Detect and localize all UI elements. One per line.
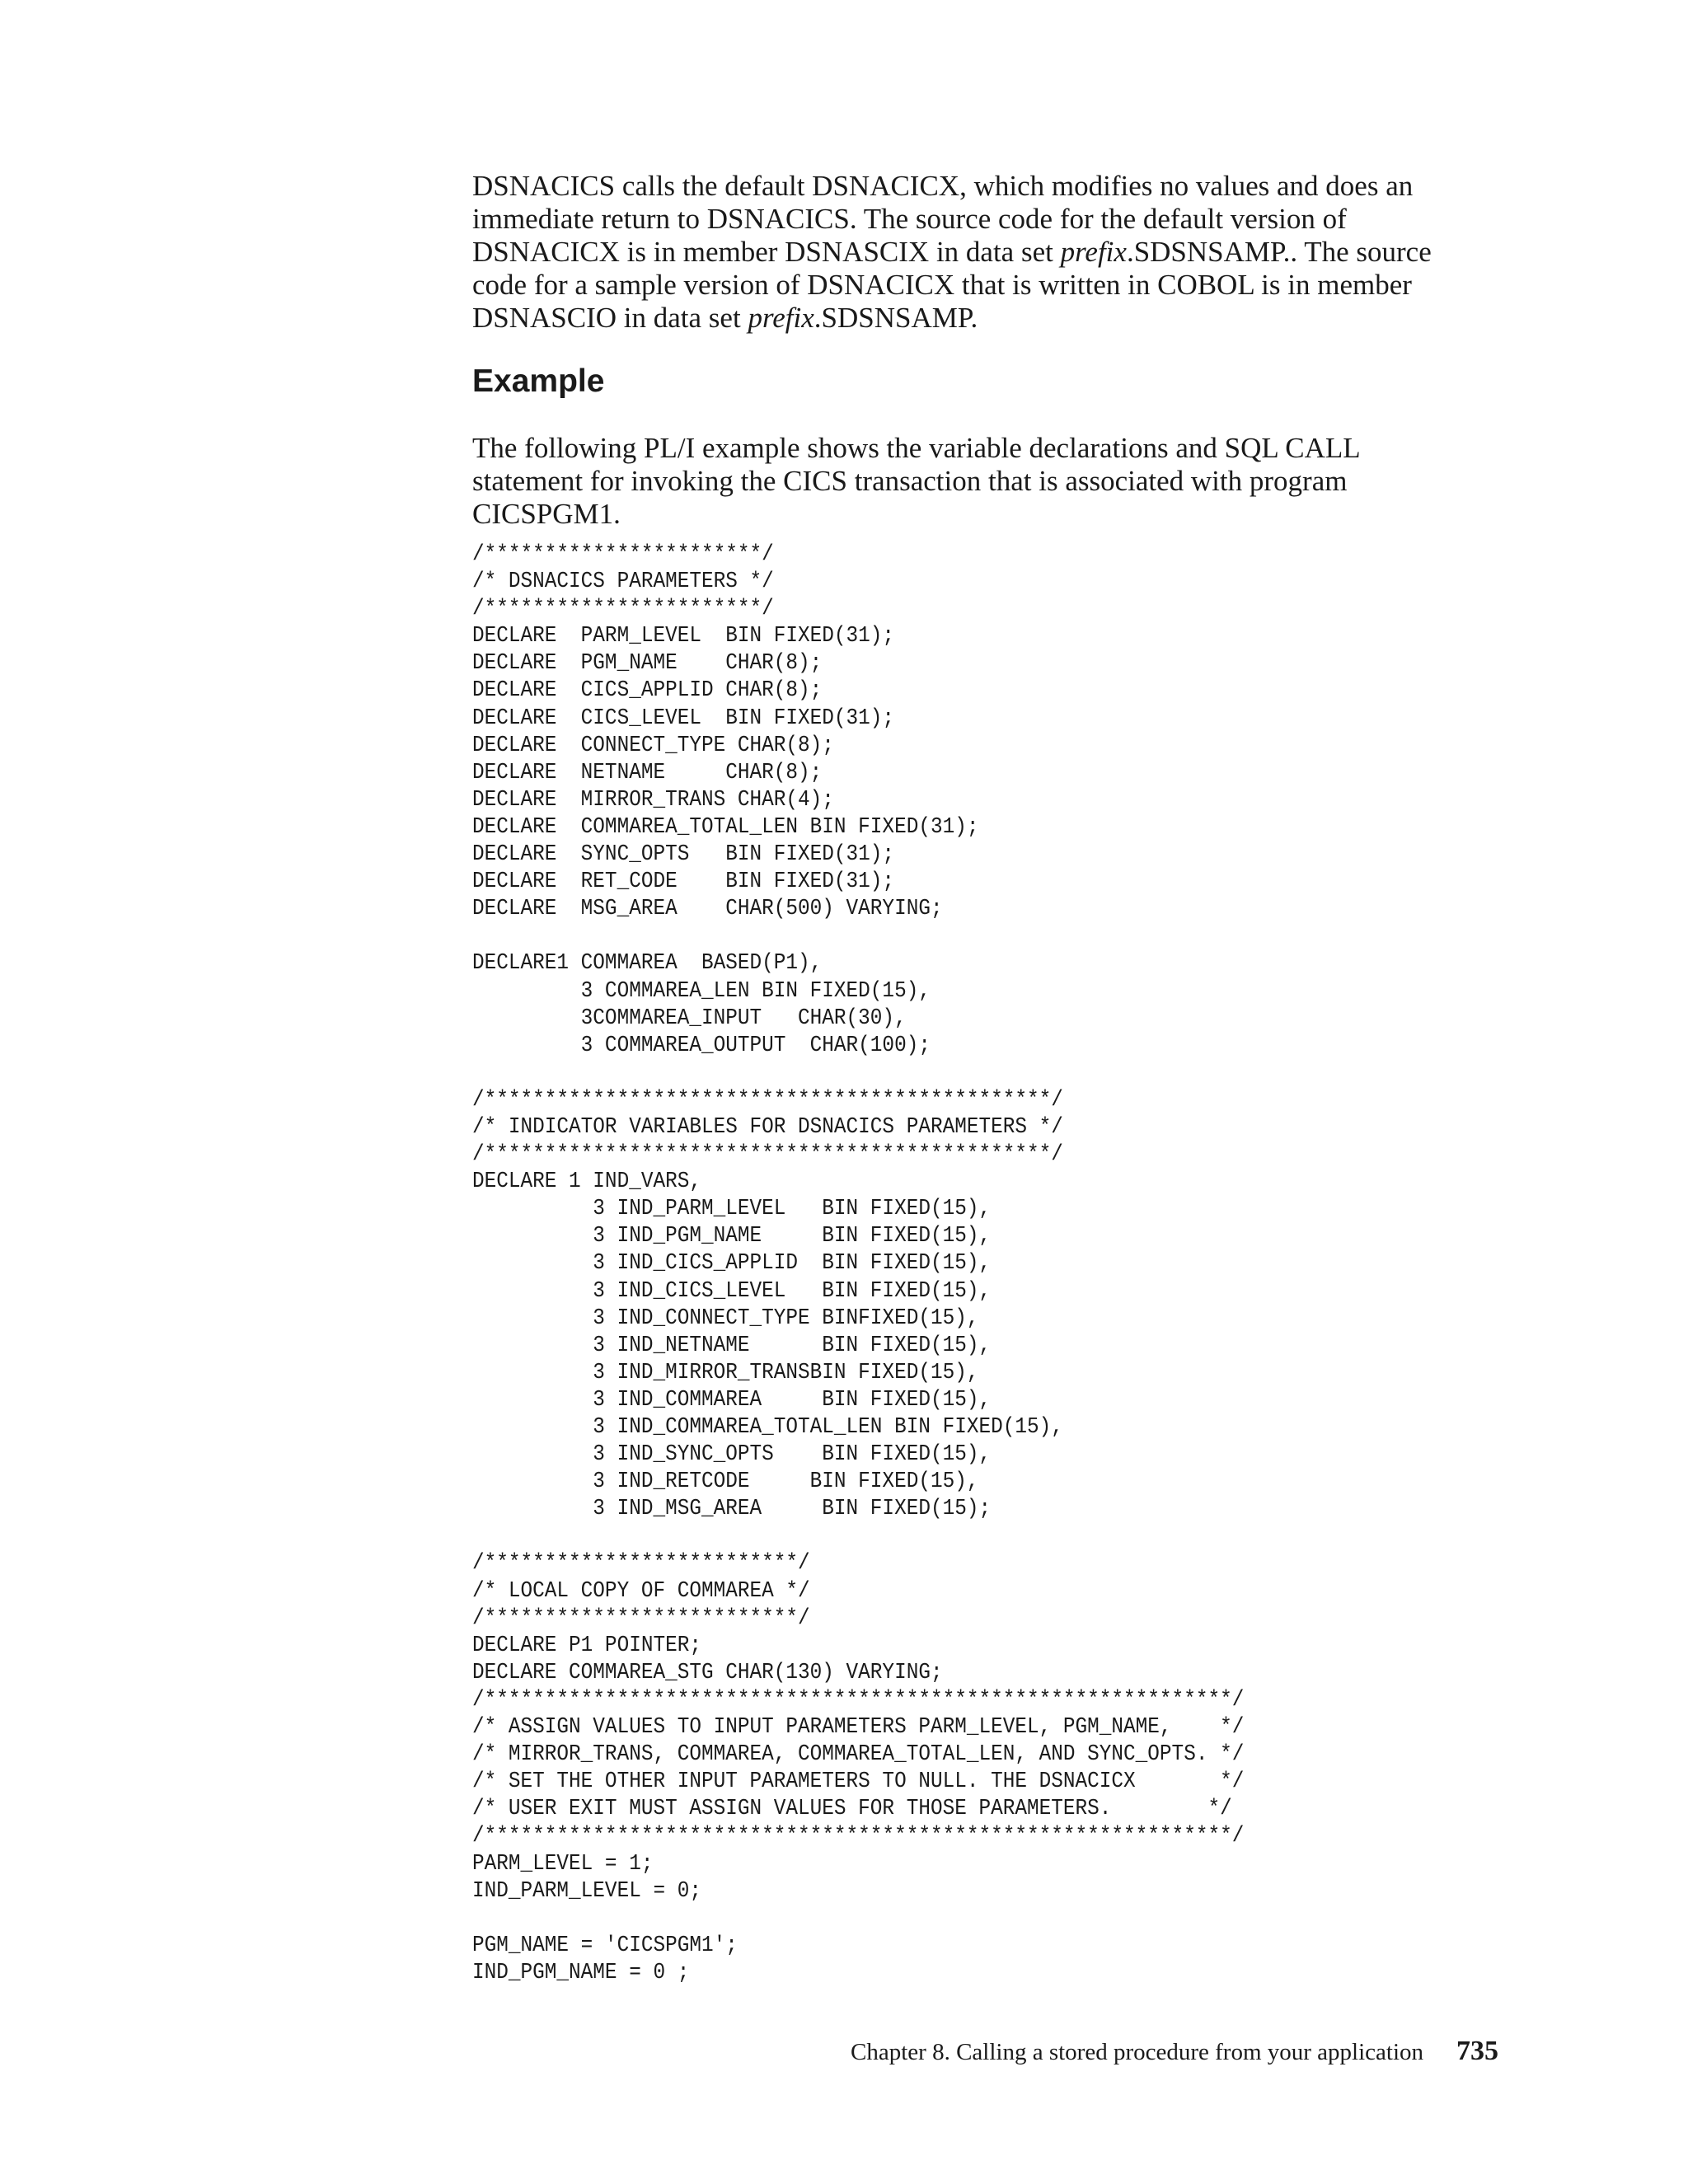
intro-paragraph xyxy=(472,170,1494,335)
intro-text-2: .SDSNSAMP.. The source code for a sample version of DSNACICX that is written in COBOL is in member DSNASCIO in data set xyxy=(472,236,1432,334)
page-number: 735 xyxy=(1456,2036,1498,2066)
code-listing: /***********************/ /* DSNACICS PARAMETERS */ /***********************/ DECLARE PARM_LEVEL BIN FIXED(31); DECLARE PGM_NAME CHAR(8); DECLARE CICS_APPLID CHAR(8); DECLARE CICS_LEVEL BIN FIXED(31); DECLARE CONNECT_TYPE CHAR(8); DECLARE NETNAME CHAR(8); DECLARE MIRROR_TRANS CHAR(4); DECLARE COMMAREA_TOTAL_LEN BIN FIXED(31); DECLARE SYNC_OPTS BIN FIXED(31); DECLARE RET_CODE BIN FIXED(31); DECLARE MSG_AREA CHAR(500) VARYING; DECLARE1 COMMAREA BASED(P1), 3 COMMAREA_LEN BIN FIXED(15), 3COMMAREA_INPUT CHAR(30), 3 COMMAREA_OUTPUT CHAR(100); /***********************************************/ /* INDICATOR VARIABLES FOR DSNACICS PARAMETERS */ /***********************************************/ DECLARE 1 IND_VARS, 3 IND_PARM_LEVEL BIN FIXED(15), 3 IND_PGM_NAME BIN FIXED(15), 3 IND_CICS_APPLID BIN FIXED(15), 3 IND_CICS_LEVEL BIN FIXED(15), 3 IND_CONNECT_TYPE BINFIXED(15), 3 IND_NETNAME BIN FIXED(15), 3 IND_MIRROR_TRANSBIN FIXED(15), 3 IND_COMMAREA BIN FIXED(15), 3 IND_COMMAREA_TOTAL_LEN BIN FIXED(15), 3 IND_SYNC_OPTS BIN FIXED(15), 3 IND_RETCODE BIN FIXED(15), 3 IND_MSG_AREA BIN FIXED(15); /**************************/ /* LOCAL COPY OF COMMAREA */ /**************************/ DECLARE P1 POINTER; DECLARE COMMAREA_STG CHAR(130) VARYING; /**************************************************************/ /* ASSIGN VALUES TO INPUT PARAMETERS PARM_LEVEL, PGM_NAME, */ /* MIRROR_TRANS, COMMAREA, COMMAREA_TOTAL_LEN, AND SYNC_OPTS. */ /* SET THE OTHER INPUT PARAMETERS TO NULL. THE DSNACICX */ /* USER EXIT MUST ASSIGN VALUES FOR THOSE PARAMETERS. */ /**************************************************************/ PARM_LEVEL = 1; IND_PARM_LEVEL = 0; PGM_NAME = 'CICSPGM1'; IND_PGM_NAME = 0 ; xyxy=(472,541,1245,1985)
intro-prefix-a: prefix xyxy=(1060,236,1127,268)
page-footer xyxy=(851,2036,1498,2067)
intro-text-3: .SDSNSAMP. xyxy=(814,302,978,334)
example-paragraph: The following PL/I example shows the variable declarations and SQL CALL statement for invoking the CICS transaction that is associated with program CICSPGM1. xyxy=(472,432,1361,530)
footer-chapter-title: Chapter 8. Calling a stored procedure from your application xyxy=(851,2039,1423,2065)
page-body xyxy=(472,170,1494,1986)
intro-prefix-b: prefix xyxy=(748,302,814,334)
section-heading: Example xyxy=(472,363,605,399)
intro-text-1: DSNACICS calls the default DSNACICX, which modifies no values and does an immediate return to DSNACICS. The source code for the default version of DSNACICX is in member DSNASCIX in data set xyxy=(472,170,1414,268)
